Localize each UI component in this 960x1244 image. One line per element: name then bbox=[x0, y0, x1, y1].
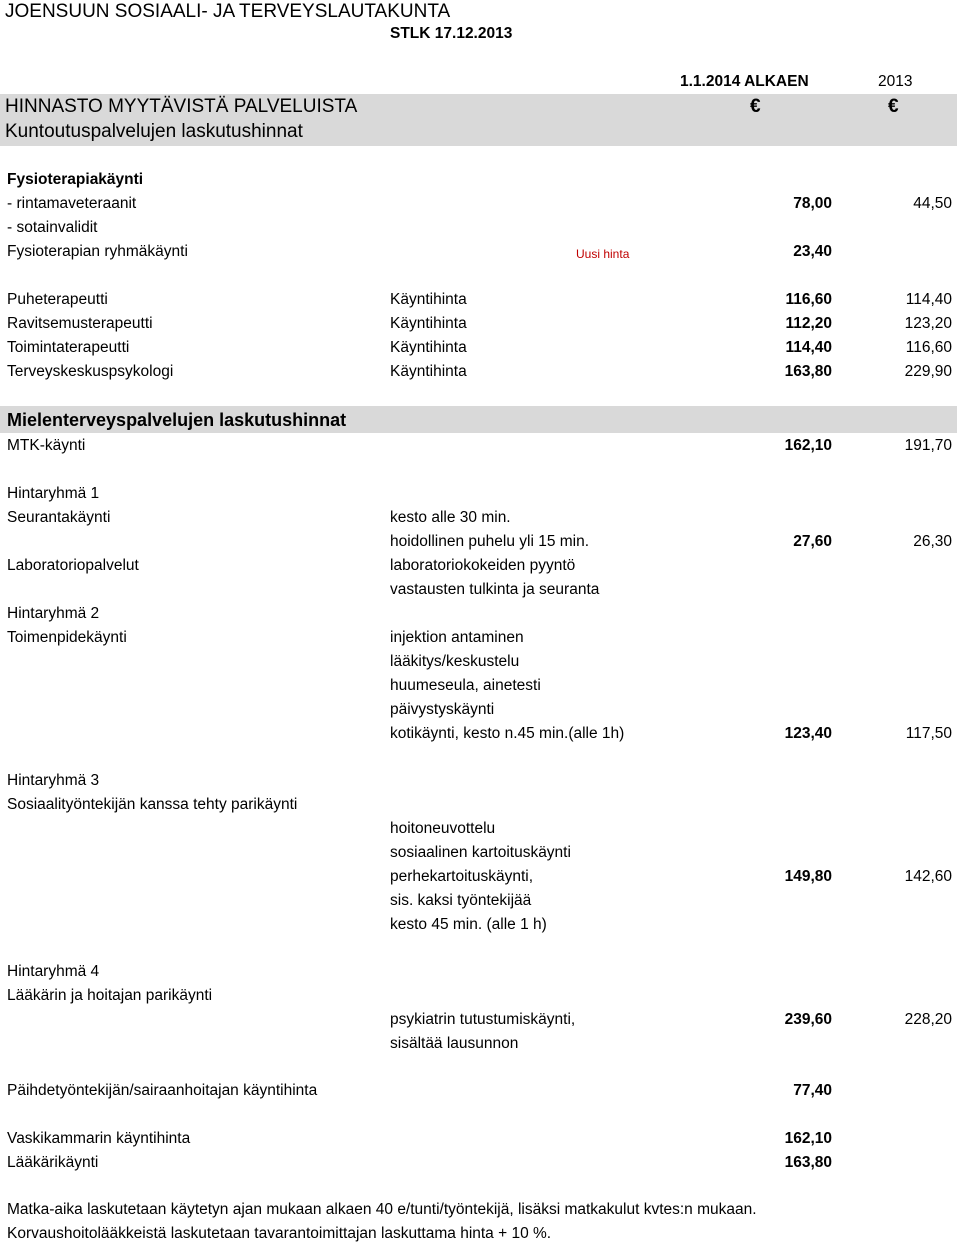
group3-new-price: 149,80 bbox=[784, 868, 832, 885]
therapist-old-price: 229,90 bbox=[904, 363, 952, 380]
group3-old-price: 142,60 bbox=[904, 868, 952, 885]
group1-old-price: 26,30 bbox=[913, 533, 952, 550]
group2-desc: päivystyskäynti bbox=[390, 701, 495, 718]
group3-desc: sosiaalinen kartoituskäynti bbox=[390, 844, 571, 861]
group2-new-price: 123,40 bbox=[784, 725, 832, 742]
section-title-hinnasto: HINNASTO MYYTÄVISTÄ PALVELUISTA bbox=[5, 96, 358, 117]
meeting-reference: STLK 17.12.2013 bbox=[390, 25, 513, 42]
fysio-row-label: - rintamaveteraanit bbox=[7, 195, 137, 212]
group1-desc: kesto alle 30 min. bbox=[390, 509, 511, 526]
currency-old-icon: € bbox=[888, 96, 899, 117]
group4-label: Lääkärin ja hoitajan parikäynti bbox=[7, 987, 213, 1004]
group2-old-price: 117,50 bbox=[905, 725, 952, 742]
section-title-mental: Mielenterveyspalvelujen laskutushinnat bbox=[7, 410, 347, 430]
group3-title: Hintaryhmä 3 bbox=[7, 772, 100, 789]
group3-desc: perhekartoituskäynti, bbox=[390, 868, 534, 885]
group2-desc: kotikäynti, kesto n.45 min.(alle 1h) bbox=[390, 725, 625, 742]
group2-desc: lääkitys/keskustelu bbox=[390, 653, 520, 670]
column-header-new: 1.1.2014 ALKAEN bbox=[680, 73, 809, 90]
group3-label: Sosiaalityöntekijän kanssa tehty parikäynti bbox=[7, 796, 298, 813]
group2-desc: injektion antaminen bbox=[390, 629, 524, 646]
fysio-title: Fysioterapiakäynti bbox=[7, 171, 144, 188]
group4-desc: psykiatrin tutustumiskäynti, bbox=[390, 1011, 576, 1028]
extra-label: Lääkärikäynti bbox=[7, 1154, 99, 1171]
therapist-label: Puheterapeutti bbox=[7, 291, 108, 308]
group4-new-price: 239,60 bbox=[784, 1011, 832, 1028]
fysio-row-new-price: 78,00 bbox=[793, 195, 832, 212]
extra-label: Päihdetyöntekijän/sairaanhoitajan käyntihinta bbox=[7, 1082, 318, 1099]
mtk-old-price: 191,70 bbox=[904, 437, 952, 454]
fysio-group-new-price: 23,40 bbox=[793, 243, 832, 260]
group1-label: Seurantakäynti bbox=[7, 509, 111, 526]
therapist-price-type: Käyntihinta bbox=[390, 339, 467, 356]
mtk-new-price: 162,10 bbox=[784, 437, 832, 454]
group3-desc: sis. kaksi työntekijää bbox=[390, 892, 532, 909]
group1-title: Hintaryhmä 1 bbox=[7, 485, 100, 502]
group3-desc: kesto 45 min. (alle 1 h) bbox=[390, 916, 547, 933]
extra-new-price: 77,40 bbox=[793, 1082, 832, 1099]
group1-desc: laboratoriokokeiden pyyntö bbox=[390, 557, 576, 574]
extra-label: Vaskikammarin käyntihinta bbox=[7, 1130, 191, 1147]
group4-old-price: 228,20 bbox=[904, 1011, 952, 1028]
therapist-old-price: 123,20 bbox=[904, 315, 952, 332]
therapist-price-type: Käyntihinta bbox=[390, 291, 467, 308]
group2-desc: huumeseula, ainetesti bbox=[390, 677, 541, 694]
extra-new-price: 162,10 bbox=[784, 1130, 832, 1147]
fysio-row-old-price: 44,50 bbox=[913, 195, 952, 212]
group1-desc: hoidollinen puhelu yli 15 min. bbox=[390, 533, 590, 550]
therapist-new-price: 112,20 bbox=[785, 315, 832, 332]
therapist-new-price: 163,80 bbox=[784, 363, 832, 380]
group2-label: Toimenpidekäynti bbox=[7, 629, 127, 646]
therapist-price-type: Käyntihinta bbox=[390, 363, 467, 380]
therapist-new-price: 116,60 bbox=[785, 291, 832, 308]
therapist-label: Terveyskeskuspsykologi bbox=[7, 363, 174, 380]
therapist-old-price: 114,40 bbox=[905, 291, 952, 308]
therapist-price-type: Käyntihinta bbox=[390, 315, 467, 332]
group2-title: Hintaryhmä 2 bbox=[7, 605, 100, 622]
group4-desc: sisältää lausunnon bbox=[390, 1035, 519, 1052]
group4-title: Hintaryhmä 4 bbox=[7, 963, 100, 980]
group1-label: Laboratoriopalvelut bbox=[7, 557, 139, 574]
group1-new-price: 27,60 bbox=[793, 533, 832, 550]
therapist-label: Toimintaterapeutti bbox=[7, 339, 130, 356]
therapist-old-price: 116,60 bbox=[905, 339, 952, 356]
section-subtitle-kuntoutus: Kuntoutuspalvelujen laskutushinnat bbox=[5, 121, 303, 142]
document-title: JOENSUUN SOSIAALI- JA TERVEYSLAUTAKUNTA bbox=[5, 1, 451, 22]
therapist-new-price: 114,40 bbox=[785, 339, 832, 356]
group3-desc: hoitoneuvottelu bbox=[390, 820, 496, 837]
extra-new-price: 163,80 bbox=[784, 1154, 832, 1171]
mtk-label: MTK-käynti bbox=[7, 437, 86, 454]
new-price-note: Uusi hinta bbox=[576, 247, 630, 261]
fysio-group-label: Fysioterapian ryhmäkäynti bbox=[7, 243, 188, 260]
footnote: Korvaushoitolääkkeistä laskutetaan tavarantoimittajan laskuttama hinta + 10 %. bbox=[7, 1225, 552, 1242]
fysio-row-label: - sotainvalidit bbox=[7, 219, 98, 236]
therapist-label: Ravitsemusterapeutti bbox=[7, 315, 153, 332]
footnote: Matka-aika laskutetaan käytetyn ajan mukaan alkaen 40 e/tunti/työntekijä, lisäksi matkakulut kvtes:n mukaan. bbox=[7, 1201, 757, 1218]
column-header-old: 2013 bbox=[878, 73, 913, 90]
group1-desc: vastausten tulkinta ja seuranta bbox=[390, 581, 600, 598]
currency-new-icon: € bbox=[750, 96, 761, 117]
